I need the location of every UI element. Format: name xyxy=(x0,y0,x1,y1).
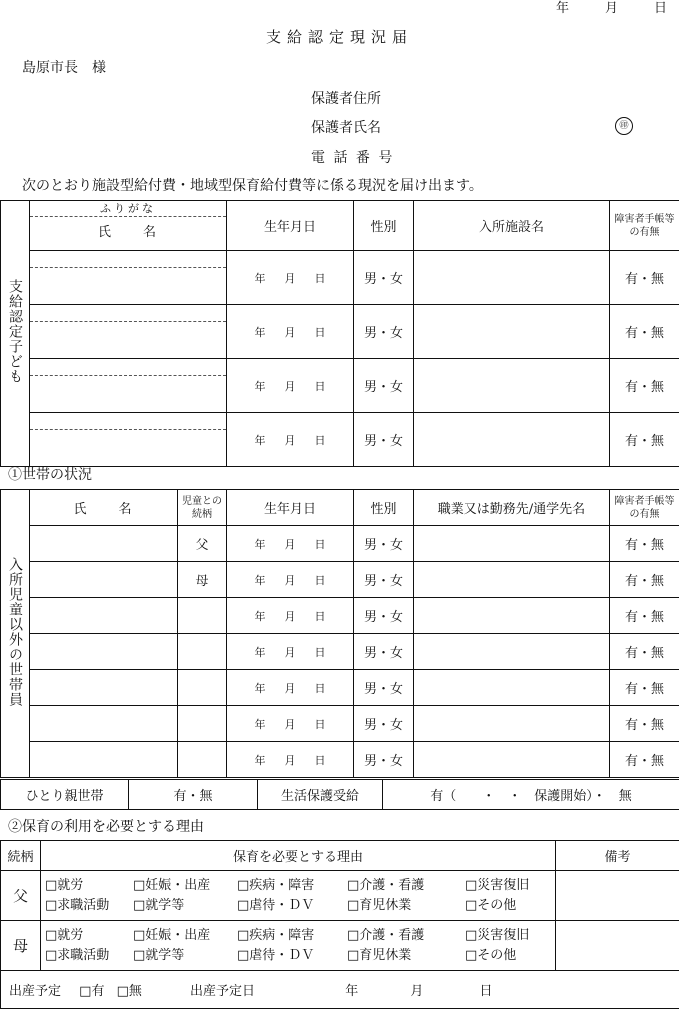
birth-due-no-checkbox[interactable]: □無 xyxy=(116,984,142,999)
member-name-field[interactable] xyxy=(30,562,178,598)
reason-table xyxy=(0,840,679,1009)
member-name-field[interactable] xyxy=(30,634,178,670)
checkbox-disaster[interactable]: □災害復旧 xyxy=(465,927,530,943)
member-disability-choice[interactable]: 有・無 xyxy=(610,706,679,742)
occupation-field[interactable] xyxy=(414,598,610,634)
date-year: 年 xyxy=(555,1,569,16)
checkbox-pregnancy[interactable]: □妊娠・出産 xyxy=(133,927,211,943)
relation-col-header: 続柄 xyxy=(1,841,41,871)
disability-choice[interactable]: 有・無 xyxy=(610,359,679,413)
member-sex-choice[interactable]: 男・女 xyxy=(354,598,414,634)
member-row xyxy=(1,634,679,670)
birth-header: 生年月日 xyxy=(227,201,354,251)
children-side-label: 支給認定子ども xyxy=(1,201,30,467)
household-status-table xyxy=(0,779,679,810)
sex-choice[interactable]: 男・女 xyxy=(354,413,414,467)
member-sex-choice[interactable]: 男・女 xyxy=(354,670,414,706)
occupation-field[interactable] xyxy=(414,742,610,778)
facility-field[interactable] xyxy=(414,413,610,467)
member-name-field[interactable] xyxy=(30,598,178,634)
member-sex-choice[interactable]: 男・女 xyxy=(354,634,414,670)
birth-due-row xyxy=(1,971,679,1009)
reason-section-title: ②保育の利用を必要とする理由 xyxy=(8,819,204,835)
relation-cell[interactable] xyxy=(178,598,227,634)
birth-field[interactable]: 年 月 日 xyxy=(227,251,354,305)
checkbox-job-seeking[interactable]: □求職活動 xyxy=(45,897,110,913)
occupation-field[interactable] xyxy=(414,562,610,598)
occupation-field[interactable] xyxy=(414,526,610,562)
date-month: 月 xyxy=(604,1,618,16)
facility-header: 入所施設名 xyxy=(414,201,610,251)
submission-date xyxy=(520,0,679,16)
furigana-field[interactable] xyxy=(30,413,226,430)
reason-options xyxy=(41,871,556,921)
checkbox-employment[interactable]: □就労 xyxy=(45,877,84,893)
disability-choice[interactable]: 有・無 xyxy=(610,305,679,359)
lead-text: 次のとおり施設型給付費・地域型保育給付費等に係る現況を届け出ます。 xyxy=(22,178,483,194)
child-row xyxy=(1,305,679,359)
child-row xyxy=(1,413,679,467)
birth-due-date-label: 出産予定日 xyxy=(190,984,256,999)
occupation-field[interactable] xyxy=(414,670,610,706)
welfare-choice[interactable]: 有（ ・ ・ 保護開始）・ 無 xyxy=(383,780,679,810)
member-birth-field[interactable]: 年 月 日 xyxy=(227,706,354,742)
checkbox-caregiving[interactable]: □介護・看護 xyxy=(347,927,425,943)
reason-relation: 母 xyxy=(1,921,41,971)
member-disability-choice[interactable]: 有・無 xyxy=(610,742,679,778)
checkbox-job-seeking[interactable]: □求職活動 xyxy=(45,947,110,963)
seal-mark: ㊞ xyxy=(615,117,633,135)
member-row xyxy=(1,598,679,634)
checkbox-disaster[interactable]: □災害復旧 xyxy=(465,877,530,893)
checkbox-illness[interactable]: □疾病・障害 xyxy=(237,877,315,893)
child-row xyxy=(1,359,679,413)
reason-relation: 父 xyxy=(1,871,41,921)
checkbox-other[interactable]: □その他 xyxy=(465,897,517,913)
member-sex-choice[interactable]: 男・女 xyxy=(354,562,414,598)
member-name-field[interactable] xyxy=(30,742,178,778)
sex-choice[interactable]: 男・女 xyxy=(354,359,414,413)
furigana-field[interactable] xyxy=(30,251,226,268)
birth-due-month[interactable]: 月 xyxy=(410,984,424,999)
checkbox-caregiving[interactable]: □介護・看護 xyxy=(347,877,425,893)
welfare-label: 生活保護受給 xyxy=(258,780,383,810)
member-row xyxy=(1,706,679,742)
household-birth-header: 生年月日 xyxy=(227,490,354,526)
furigana-field[interactable] xyxy=(30,305,226,322)
date-day: 日 xyxy=(653,1,667,16)
guardian-phone-label: 電 話 番 号 xyxy=(311,150,395,166)
member-disability-choice[interactable]: 有・無 xyxy=(610,562,679,598)
children-table xyxy=(0,200,679,467)
relation-cell[interactable] xyxy=(178,706,227,742)
relation-cell[interactable] xyxy=(178,670,227,706)
facility-field[interactable] xyxy=(414,359,610,413)
name-header: 氏 名 xyxy=(97,225,158,240)
guardian-address-label: 保護者住所 xyxy=(311,91,381,107)
checkbox-childcare-leave[interactable]: □育児休業 xyxy=(347,897,412,913)
member-row xyxy=(1,742,679,778)
member-birth-field[interactable]: 年 月 日 xyxy=(227,598,354,634)
checkbox-study[interactable]: □就学等 xyxy=(133,897,185,913)
member-name-field[interactable] xyxy=(30,526,178,562)
birth-field[interactable]: 年 月 日 xyxy=(227,359,354,413)
relation-cell: 母 xyxy=(178,562,227,598)
member-birth-field[interactable]: 年 月 日 xyxy=(227,562,354,598)
birth-due-day[interactable]: 日 xyxy=(479,984,493,999)
remarks-field[interactable] xyxy=(556,921,679,971)
birth-due-cell xyxy=(1,971,679,1009)
reason-row-mother xyxy=(1,921,679,971)
member-disability-choice[interactable]: 有・無 xyxy=(610,634,679,670)
checkbox-abuse[interactable]: □虐待・ＤＶ xyxy=(237,947,315,963)
member-disability-choice[interactable]: 有・無 xyxy=(610,526,679,562)
household-sex-header: 性別 xyxy=(354,490,414,526)
member-sex-choice[interactable]: 男・女 xyxy=(354,526,414,562)
member-name-field[interactable] xyxy=(30,670,178,706)
checkbox-pregnancy[interactable]: □妊娠・出産 xyxy=(133,877,211,893)
member-birth-field[interactable]: 年 月 日 xyxy=(227,670,354,706)
member-name-field[interactable] xyxy=(30,706,178,742)
household-name-header: 氏 名 xyxy=(30,490,178,526)
member-sex-choice[interactable]: 男・女 xyxy=(354,742,414,778)
member-birth-field[interactable]: 年 月 日 xyxy=(227,634,354,670)
name-field[interactable] xyxy=(30,322,226,358)
checkbox-employment[interactable]: □就労 xyxy=(45,927,84,943)
checkbox-other[interactable]: □その他 xyxy=(465,947,517,963)
remarks-col-header: 備考 xyxy=(556,841,679,871)
disability-choice[interactable]: 有・無 xyxy=(610,251,679,305)
disability-choice[interactable]: 有・無 xyxy=(610,413,679,467)
name-field[interactable] xyxy=(30,268,226,304)
occupation-field[interactable] xyxy=(414,706,610,742)
member-birth-field[interactable]: 年 月 日 xyxy=(227,742,354,778)
relation-cell: 父 xyxy=(178,526,227,562)
household-side-label: 入所児童以外の世帯員 xyxy=(1,490,30,778)
sex-header: 性別 xyxy=(354,201,414,251)
household-section-title: ①世帯の状況 xyxy=(8,467,92,483)
checkbox-study[interactable]: □就学等 xyxy=(133,947,185,963)
guardian-name-label: 保護者氏名 xyxy=(311,120,381,136)
single-parent-label: ひとり親世帯 xyxy=(1,780,129,810)
member-disability-choice[interactable]: 有・無 xyxy=(610,670,679,706)
household-table xyxy=(0,489,679,778)
member-row xyxy=(1,670,679,706)
relation-cell[interactable] xyxy=(178,634,227,670)
relation-cell[interactable] xyxy=(178,742,227,778)
sex-choice[interactable]: 男・女 xyxy=(354,305,414,359)
member-birth-field[interactable]: 年 月 日 xyxy=(227,526,354,562)
birth-field[interactable]: 年 月 日 xyxy=(227,305,354,359)
facility-field[interactable] xyxy=(414,251,610,305)
form-title: 支給認定現況届 xyxy=(265,28,413,46)
furigana-label: ふりがな xyxy=(30,201,226,217)
occupation-header: 職業又は勤務先/通学先名 xyxy=(414,490,610,526)
checkbox-illness[interactable]: □疾病・障害 xyxy=(237,927,315,943)
addressee: 島原市長 様 xyxy=(22,60,106,76)
facility-field[interactable] xyxy=(414,305,610,359)
checkbox-abuse[interactable]: □虐待・ＤＶ xyxy=(237,897,315,913)
single-parent-choice[interactable]: 有・無 xyxy=(129,780,258,810)
relation-header: 児童との続柄 xyxy=(178,490,227,526)
member-row xyxy=(1,562,679,598)
sex-choice[interactable]: 男・女 xyxy=(354,251,414,305)
birth-due-yes-checkbox[interactable]: □有 xyxy=(79,984,105,999)
birth-due-label: 出産予定 xyxy=(9,984,62,999)
remarks-field[interactable] xyxy=(556,871,679,921)
birth-field[interactable]: 年 月 日 xyxy=(227,413,354,467)
name-field[interactable] xyxy=(30,376,226,412)
reason-row-father xyxy=(1,871,679,921)
member-row xyxy=(1,526,679,562)
child-row xyxy=(1,251,679,305)
reason-col-header: 保育を必要とする理由 xyxy=(41,841,556,871)
birth-due-year[interactable]: 年 xyxy=(345,984,359,999)
disability-header: 障害者手帳等の有無 xyxy=(610,201,679,251)
member-sex-choice[interactable]: 男・女 xyxy=(354,706,414,742)
occupation-field[interactable] xyxy=(414,634,610,670)
checkbox-childcare-leave[interactable]: □育児休業 xyxy=(347,947,412,963)
name-field[interactable] xyxy=(30,430,226,466)
household-disability-header: 障害者手帳等の有無 xyxy=(610,490,679,526)
reason-options xyxy=(41,921,556,971)
member-disability-choice[interactable]: 有・無 xyxy=(610,598,679,634)
furigana-field[interactable] xyxy=(30,359,226,376)
